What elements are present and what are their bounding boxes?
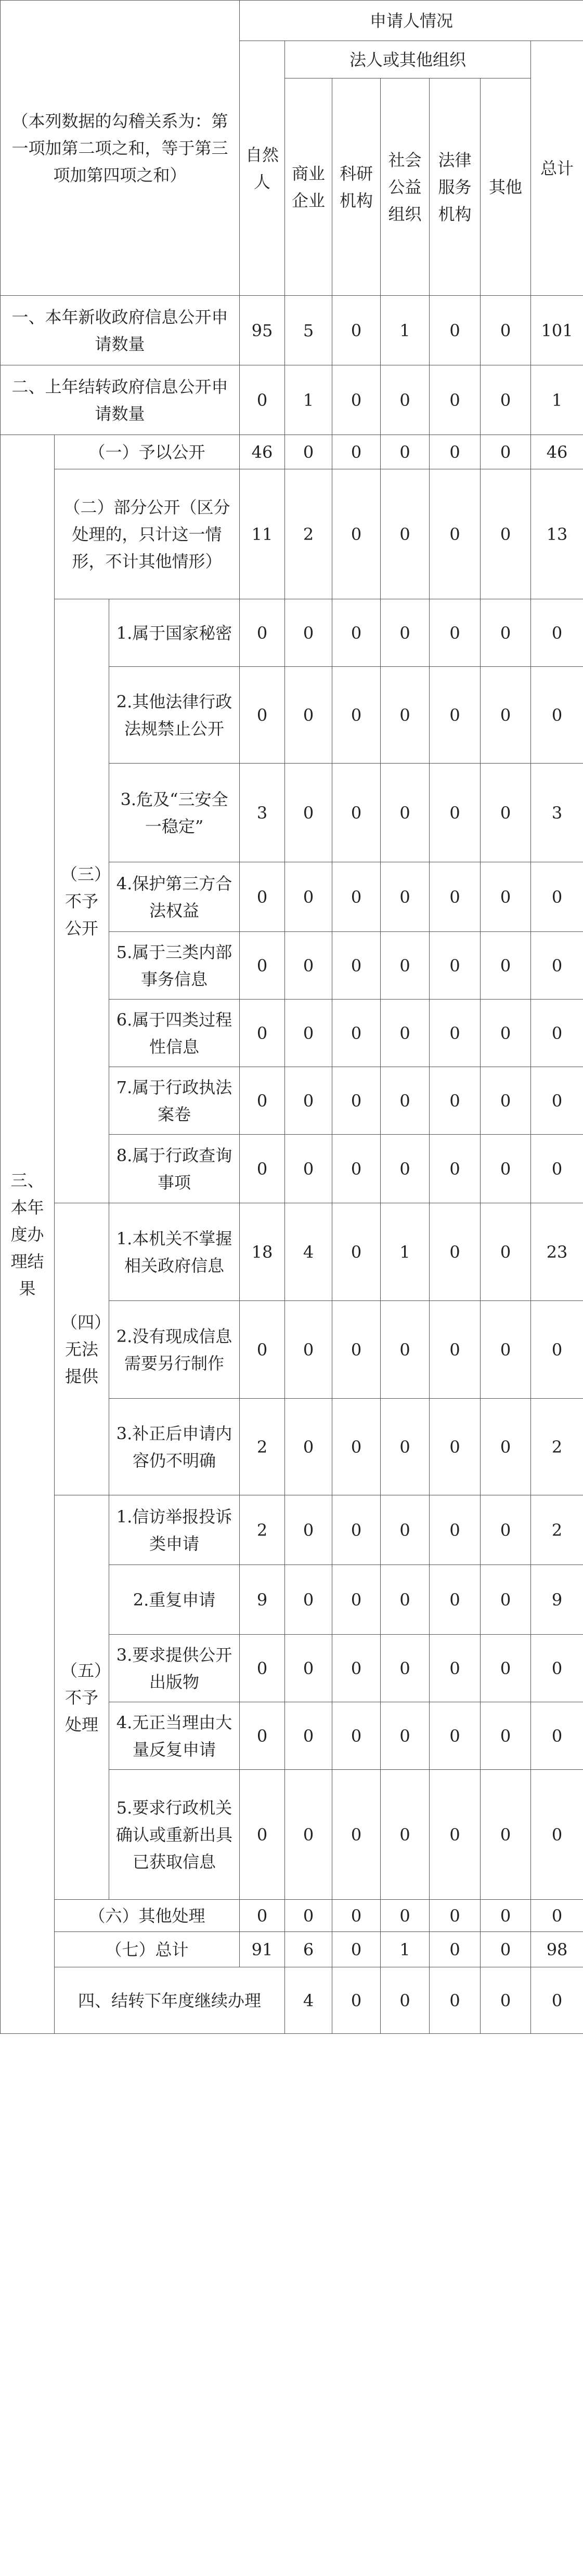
cell: 0 <box>332 296 381 365</box>
col-research: 科研机构 <box>332 78 381 296</box>
cell: 0 <box>430 862 481 932</box>
cell: 0 <box>531 932 583 1000</box>
row-label: 5.要求行政机关确认或重新出具已获取信息 <box>109 1770 240 1900</box>
cell: 0 <box>240 1900 285 1932</box>
cell: 0 <box>285 1900 332 1932</box>
row-label: 3.危及“三安全一稳定” <box>109 764 240 862</box>
cell: 0 <box>531 1770 583 1900</box>
cell: 2 <box>240 1495 285 1565</box>
cell: 46 <box>531 435 583 469</box>
cell: 4 <box>285 1203 332 1301</box>
group-label: （四）无法提供 <box>55 1203 109 1495</box>
cell: 91 <box>240 1932 285 1967</box>
cell: 0 <box>332 1770 381 1900</box>
cell: 0 <box>430 667 481 764</box>
group-label: （三）不予公开 <box>55 599 109 1203</box>
cell: 0 <box>332 469 381 599</box>
row-label: 一、本年新收政府信息公开申请数量 <box>1 296 240 365</box>
cell: 98 <box>531 1932 583 1967</box>
table-row <box>1 365 583 435</box>
cell: 0 <box>285 1702 332 1770</box>
cell: 0 <box>481 1399 531 1495</box>
row-label: （一）予以公开 <box>55 435 240 469</box>
cell: 0 <box>381 599 430 667</box>
cell: 0 <box>381 1000 430 1067</box>
col-natural-person: 自然人 <box>240 41 285 296</box>
cell: 0 <box>481 599 531 667</box>
cell: 0 <box>430 1932 481 1967</box>
row-label: 4.保护第三方合法权益 <box>109 862 240 932</box>
cell: 0 <box>430 1702 481 1770</box>
cell: 0 <box>381 1770 430 1900</box>
header-note: （本列数据的勾稽关系为：第一项加第二项之和，等于第三项加第四项之和） <box>1 1 240 296</box>
result-group-label: 三、本年度办理结果 <box>1 435 55 2034</box>
cell: 0 <box>531 1967 583 2034</box>
cell: 0 <box>240 365 285 435</box>
cell: 0 <box>332 932 381 1000</box>
cell: 0 <box>332 1000 381 1067</box>
table-row <box>1 469 583 599</box>
cell: 0 <box>481 1000 531 1067</box>
cell: 1 <box>381 296 430 365</box>
cell: 0 <box>531 599 583 667</box>
cell: 0 <box>332 365 381 435</box>
table-row <box>1 296 583 365</box>
cell: 0 <box>240 1301 285 1399</box>
cell: 0 <box>430 1203 481 1301</box>
cell: 0 <box>285 932 332 1000</box>
cell: 0 <box>285 435 332 469</box>
cell: 0 <box>332 1135 381 1203</box>
col-total: 总计 <box>531 41 583 296</box>
cell: 0 <box>430 1635 481 1702</box>
cell: 0 <box>285 1635 332 1702</box>
cell: 0 <box>430 469 481 599</box>
cell: 0 <box>430 1495 481 1565</box>
cell: 6 <box>285 1932 332 1967</box>
cell: 0 <box>531 1135 583 1203</box>
cell: 0 <box>481 1900 531 1932</box>
cell: 18 <box>240 1203 285 1301</box>
cell: 2 <box>240 1399 285 1495</box>
cell: 0 <box>430 764 481 862</box>
cell: 0 <box>240 932 285 1000</box>
cell: 0 <box>481 1067 531 1135</box>
cell: 1 <box>381 1932 430 1967</box>
cell: 0 <box>285 862 332 932</box>
cell: 0 <box>481 1702 531 1770</box>
cell: 0 <box>481 1135 531 1203</box>
cell: 0 <box>332 667 381 764</box>
cell: 0 <box>481 1301 531 1399</box>
cell: 0 <box>381 1635 430 1702</box>
cell: 0 <box>430 1000 481 1067</box>
cell: 0 <box>481 1967 531 2034</box>
cell: 0 <box>481 1770 531 1900</box>
table-row <box>1 1203 583 1301</box>
header-applicant: 申请人情况 <box>240 1 583 41</box>
cell: 0 <box>481 1203 531 1301</box>
table-row <box>1 1932 583 1967</box>
cell: 9 <box>531 1565 583 1635</box>
row-label: 1.本机关不掌握相关政府信息 <box>109 1203 240 1301</box>
table-row <box>1 435 583 469</box>
cell: 0 <box>332 1932 381 1967</box>
cell: 101 <box>531 296 583 365</box>
cell: 0 <box>240 1000 285 1067</box>
header-legal: 法人或其他组织 <box>285 41 531 78</box>
cell: 5 <box>285 296 332 365</box>
cell: 0 <box>381 365 430 435</box>
cell: 3 <box>240 764 285 862</box>
cell: 0 <box>332 599 381 667</box>
cell: 0 <box>332 1967 381 2034</box>
cell: 0 <box>381 1702 430 1770</box>
cell: 0 <box>332 1203 381 1301</box>
cell: 0 <box>381 1301 430 1399</box>
cell: 0 <box>430 1301 481 1399</box>
row-label: 二、上年结转政府信息公开申请数量 <box>1 365 240 435</box>
row-label: 2.没有现成信息需要另行制作 <box>109 1301 240 1399</box>
cell: 0 <box>285 667 332 764</box>
cell: 0 <box>332 1635 381 1702</box>
cell: 0 <box>430 365 481 435</box>
cell: 0 <box>240 599 285 667</box>
cell: 2 <box>531 1495 583 1565</box>
cell: 46 <box>240 435 285 469</box>
row-label: 4.无正当理由大量反复申请 <box>109 1702 240 1770</box>
cell: 0 <box>381 764 430 862</box>
cell: 0 <box>481 932 531 1000</box>
cell: 0 <box>430 1900 481 1932</box>
cell: 0 <box>240 1135 285 1203</box>
cell: 0 <box>285 1399 332 1495</box>
cell: 4 <box>285 1967 332 2034</box>
cell: 0 <box>531 1900 583 1932</box>
cell: 23 <box>531 1203 583 1301</box>
cell: 0 <box>531 1000 583 1067</box>
row-label: （六）其他处理 <box>55 1900 240 1932</box>
cell: 0 <box>285 1565 332 1635</box>
cell: 0 <box>285 1135 332 1203</box>
row-label: 7.属于行政执法案卷 <box>109 1067 240 1135</box>
col-commercial: 商业企业 <box>285 78 332 296</box>
cell: 0 <box>430 1067 481 1135</box>
cell: 0 <box>481 435 531 469</box>
cell: 0 <box>481 365 531 435</box>
cell: 0 <box>332 1067 381 1135</box>
cell: 0 <box>332 764 381 862</box>
cell: 0 <box>381 1900 430 1932</box>
cell: 0 <box>430 932 481 1000</box>
cell: 0 <box>531 1301 583 1399</box>
cell: 0 <box>481 1565 531 1635</box>
cell: 0 <box>240 667 285 764</box>
cell: 0 <box>531 1067 583 1135</box>
cell: 1 <box>285 365 332 435</box>
cell: 0 <box>332 1495 381 1565</box>
row-label: 2.其他法律行政法规禁止公开 <box>109 667 240 764</box>
row-label: （二）部分公开（区分处理的，只计这一情形，不计其他情形） <box>55 469 240 599</box>
cell: 0 <box>332 1900 381 1932</box>
group-label: （五）不予处理 <box>55 1495 109 1900</box>
row-label: 8.属于行政查询事项 <box>109 1135 240 1203</box>
cell: 0 <box>481 296 531 365</box>
row-label: 3.要求提供公开出版物 <box>109 1635 240 1702</box>
row-label: 1.属于国家秘密 <box>109 599 240 667</box>
cell: 0 <box>381 667 430 764</box>
cell: 0 <box>332 862 381 932</box>
cell: 2 <box>285 469 332 599</box>
cell: 0 <box>285 1067 332 1135</box>
cell: 0 <box>381 1135 430 1203</box>
cell: 0 <box>430 599 481 667</box>
cell: 0 <box>381 932 430 1000</box>
cell: 0 <box>240 1067 285 1135</box>
cell: 0 <box>481 1932 531 1967</box>
cell: 0 <box>430 1565 481 1635</box>
cell: 0 <box>430 1135 481 1203</box>
cell: 0 <box>531 862 583 932</box>
cell: 0 <box>531 1635 583 1702</box>
cell: 0 <box>381 1565 430 1635</box>
cell: 0 <box>381 469 430 599</box>
table-row <box>1 1900 583 1932</box>
cell: 0 <box>332 1702 381 1770</box>
cell: 9 <box>240 1565 285 1635</box>
table-row <box>1 1495 583 1565</box>
cell: 0 <box>332 1399 381 1495</box>
cell: 0 <box>381 1399 430 1495</box>
row-label: 6.属于四类过程性信息 <box>109 1000 240 1067</box>
cell: 1 <box>531 365 583 435</box>
cell: 0 <box>285 1770 332 1900</box>
cell: 0 <box>381 1067 430 1135</box>
table-row <box>1 1967 583 2034</box>
cell: 0 <box>240 862 285 932</box>
cell: 11 <box>240 469 285 599</box>
row-label: 1.信访举报投诉类申请 <box>109 1495 240 1565</box>
cell: 0 <box>381 435 430 469</box>
cell: 0 <box>430 1770 481 1900</box>
cell: 0 <box>481 1635 531 1702</box>
cell: 0 <box>481 1495 531 1565</box>
cell: 3 <box>531 764 583 862</box>
cell: 2 <box>531 1399 583 1495</box>
cell: 0 <box>430 1967 481 2034</box>
cell: 0 <box>240 1702 285 1770</box>
cell: 0 <box>481 469 531 599</box>
row-label: 5.属于三类内部事务信息 <box>109 932 240 1000</box>
cell: 0 <box>481 667 531 764</box>
cell: 0 <box>285 1495 332 1565</box>
cell: 13 <box>531 469 583 599</box>
cell: 0 <box>481 764 531 862</box>
cell: 0 <box>531 667 583 764</box>
col-public-welfare: 社会公益组织 <box>381 78 430 296</box>
col-other: 其他 <box>481 78 531 296</box>
cell: 0 <box>430 435 481 469</box>
cell: 0 <box>430 296 481 365</box>
cell: 0 <box>285 1301 332 1399</box>
cell: 0 <box>381 1967 430 2034</box>
cell: 0 <box>285 599 332 667</box>
col-legal-service: 法律服务机构 <box>430 78 481 296</box>
cell: 0 <box>332 1565 381 1635</box>
cell: 0 <box>285 1000 332 1067</box>
row-label: 2.重复申请 <box>109 1565 240 1635</box>
table-row <box>1 599 583 667</box>
cell: 0 <box>285 764 332 862</box>
cell: 95 <box>240 296 285 365</box>
cell: 0 <box>430 1399 481 1495</box>
cell: 0 <box>240 1770 285 1900</box>
cell: 0 <box>332 435 381 469</box>
row-label: （七）总计 <box>55 1932 240 1967</box>
row-label: 3.补正后申请内容仍不明确 <box>109 1399 240 1495</box>
cell: 0 <box>332 1301 381 1399</box>
row-label: 四、结转下年度继续办理 <box>55 1967 285 2034</box>
cell: 0 <box>531 1702 583 1770</box>
cell: 0 <box>481 862 531 932</box>
cell: 0 <box>240 1635 285 1702</box>
cell: 1 <box>381 1203 430 1301</box>
cell: 0 <box>381 1495 430 1565</box>
cell: 0 <box>381 862 430 932</box>
